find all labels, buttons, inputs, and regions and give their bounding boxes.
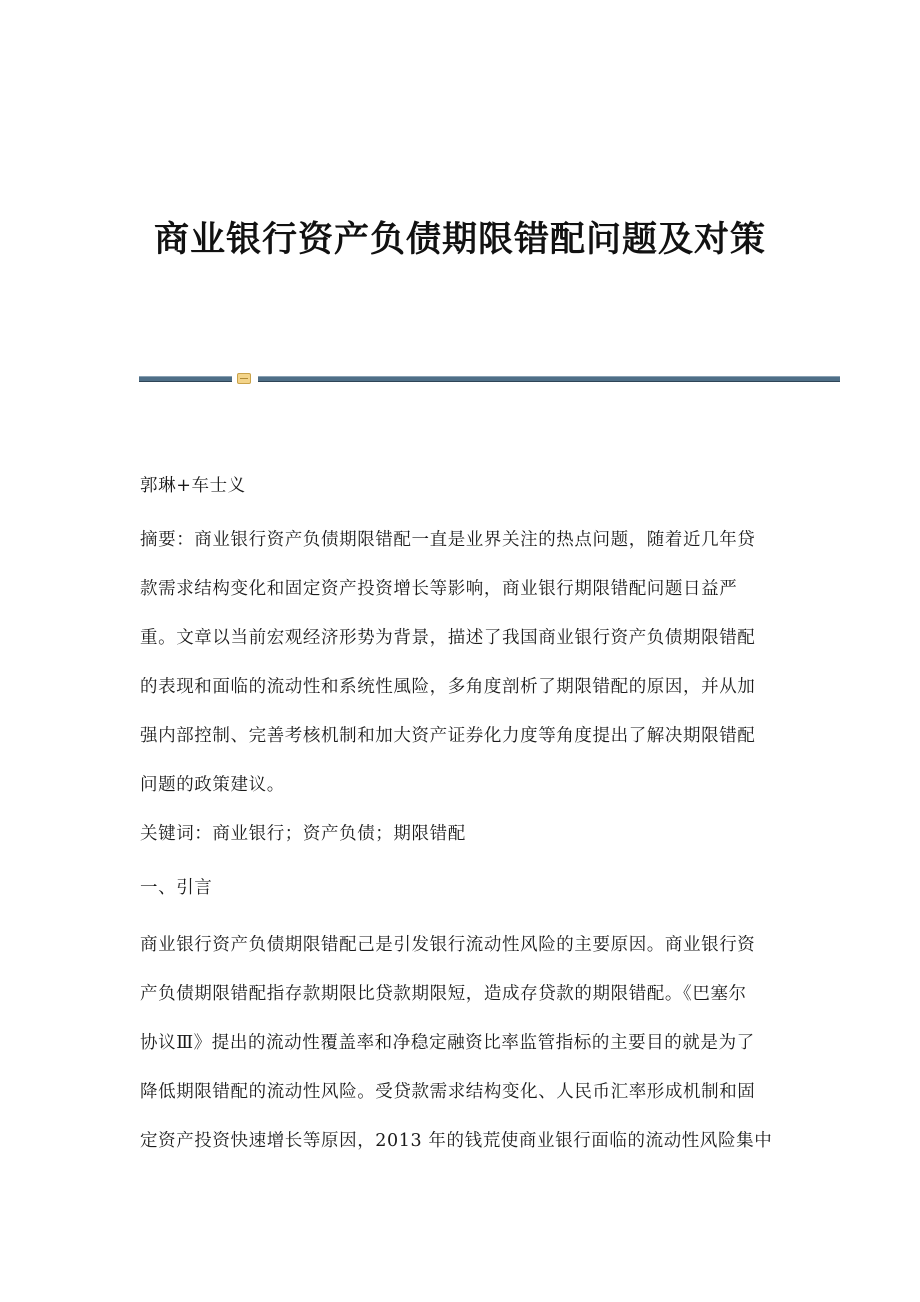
section-heading [140,864,780,913]
divider-bar-left [139,376,232,382]
authors [140,462,780,511]
body-line: 商业银行资产负债期限错配己是引发银行流动性风险的主要原因。商业银行资 [140,935,756,955]
abstract-line: 款需求结构变化和固定资产投资增长等影响，商业银行期限错配问题日益严 [140,579,738,599]
keywords-line: 关键词：商业银行；资产负债；期限错配 [140,824,466,844]
body-line: 产负债期限错配指存款期限比贷款期限短，造成存贷款的期限错配。《巴塞尔 [140,984,747,1004]
document-title: 商业银行资产负债期限错配问题及对策 [153,220,766,260]
abstract-line: 强内部控制、完善考核机制和加大资产证券化力度等角度提出了解决期限错配 [140,726,756,746]
abstract [140,516,780,810]
abstract-line: 重。文章以当前宏观经济形势为背景，描述了我国商业银行资产负债期限错配 [140,628,756,648]
abstract-line: 问题的政策建议。 [140,775,285,795]
divider-bar-right [258,376,840,382]
body-paragraph [140,921,780,1166]
divider-emblem-icon [237,373,251,384]
body-line: 协议Ⅲ》提出的流动性覆盖率和净稳定融资比率监管指标的主要目的就是为了 [140,1033,755,1053]
authors-line: 郭琳+车士义 [140,476,246,496]
abstract-line: 摘要：商业银行资产负债期限错配一直是业界关注的热点问题，随着近几年贷 [140,530,756,550]
section-heading-line: 一、引言 [140,878,213,898]
keywords [140,810,780,859]
body-line: 定资产投资快速增长等原因，2013 年的钱荒使商业银行面临的流动性风险集中 [140,1131,773,1151]
abstract-line: 的表现和面临的流动性和系统性風险，多角度剖析了期限错配的原因，并从加 [140,677,756,697]
body-line: 降低期限错配的流动性风险。受贷款需求结构变化、人民币汇率形成机制和固 [140,1082,756,1102]
